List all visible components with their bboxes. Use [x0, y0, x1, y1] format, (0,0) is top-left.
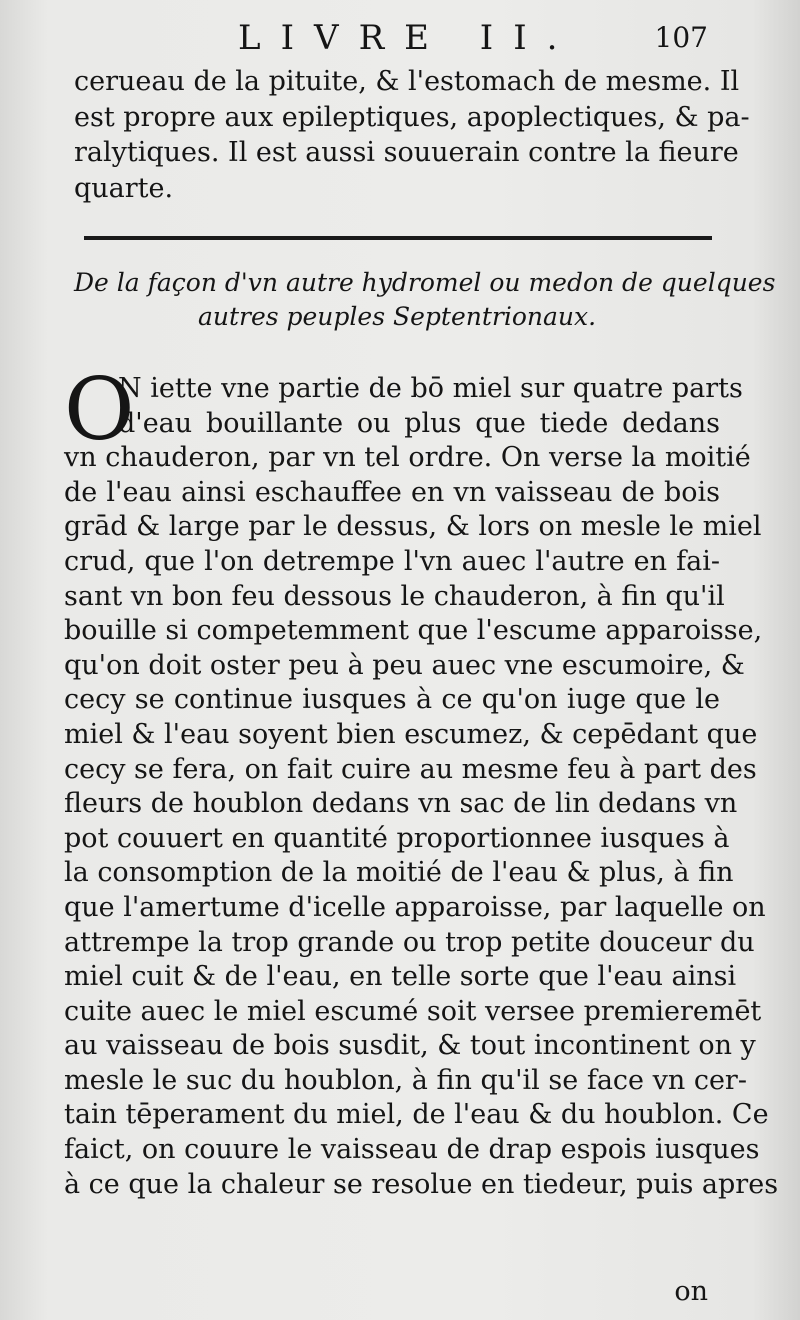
section-heading — [74, 266, 776, 334]
text-line: vn chauderon, par vn tel ordre. On verse la moitié — [64, 442, 751, 474]
text-line: cecy se fera, on fait cuire au mesme feu à part des — [64, 753, 757, 785]
text-line: qu'on doit oster peu à peu auec vne escumoire, & — [64, 649, 745, 681]
catchword: on — [674, 1276, 708, 1307]
text-line: grād & large par le dessus, & lors on mesle le miel — [64, 511, 762, 543]
drop-cap: O — [64, 360, 135, 460]
text-line: bouille si competemment que l'escume apparoisse, — [64, 615, 763, 647]
text-line: de l'eau ainsi eschauffee en vn vaisseau de bois — [64, 476, 720, 508]
text-line: pot couuert en quantité proportionnee iusques à — [64, 822, 730, 854]
text-line: que l'amertume d'icelle apparoisse, par laquelle on — [64, 891, 766, 923]
text-line: miel & l'eau soyent bien escumez, & cepēdant que — [64, 718, 758, 750]
text-line: crud, que l'on detrempe l'vn auec l'autre en fai- — [64, 545, 720, 577]
text-line: à ce que la chaleur se resolue en tiedeur, puis apres — [64, 1168, 779, 1200]
text-line: mesle le suc du houblon, à fin qu'il se face vn cer- — [64, 1064, 747, 1096]
running-header — [0, 16, 800, 60]
running-title: LIVRE II. — [238, 18, 578, 58]
text-line: d'eau bouillante ou plus que tiede dedans — [118, 407, 720, 439]
text-line: faict, on couure le vaisseau de drap espois iusques — [64, 1134, 760, 1166]
text-line: au vaisseau de bois susdit, & tout incontinent on y — [64, 1030, 756, 1062]
section-heading-line: De la façon d'vn autre hydromel ou medon de quelques — [74, 268, 776, 297]
text-line: sant vn bon feu dessous le chauderon, à fin qu'il — [64, 580, 725, 612]
section-heading-line: autres peuples Septentrionaux. — [197, 302, 597, 331]
text-line: quarte. — [74, 172, 174, 204]
text-line: cecy se continue iusques à ce qu'on iuge que le — [64, 684, 720, 716]
page-number: 107 — [654, 21, 708, 54]
text-line: attrempe la trop grande ou trop petite douceur du — [64, 926, 755, 958]
text-line: la consomption de la moitié de l'eau & plus, à fin — [64, 857, 734, 889]
text-line: ralytiques. Il est aussi souuerain contre la fieure — [74, 137, 739, 168]
text-line: fleurs de houblon dedans vn sac de lin dedans vn — [64, 788, 738, 820]
section-divider — [84, 236, 712, 240]
text-line: est propre aux epileptiques, apoplectiques, & pa- — [74, 101, 750, 133]
body-paragraph — [64, 360, 779, 1202]
top-paragraph — [74, 64, 750, 206]
text-line: N iette vne partie de bō miel sur quatre parts — [118, 373, 743, 404]
text-line: cuite auec le miel escumé soit versee premieremēt — [64, 995, 762, 1027]
text-line: tain tēperament du miel, de l'eau & du houblon. Ce — [64, 1099, 769, 1131]
text-line: miel cuit & de l'eau, en telle sorte que l'eau ainsi — [64, 961, 737, 993]
text-line: cerueau de la pituite, & l'estomach de mesme. Il — [74, 66, 740, 97]
